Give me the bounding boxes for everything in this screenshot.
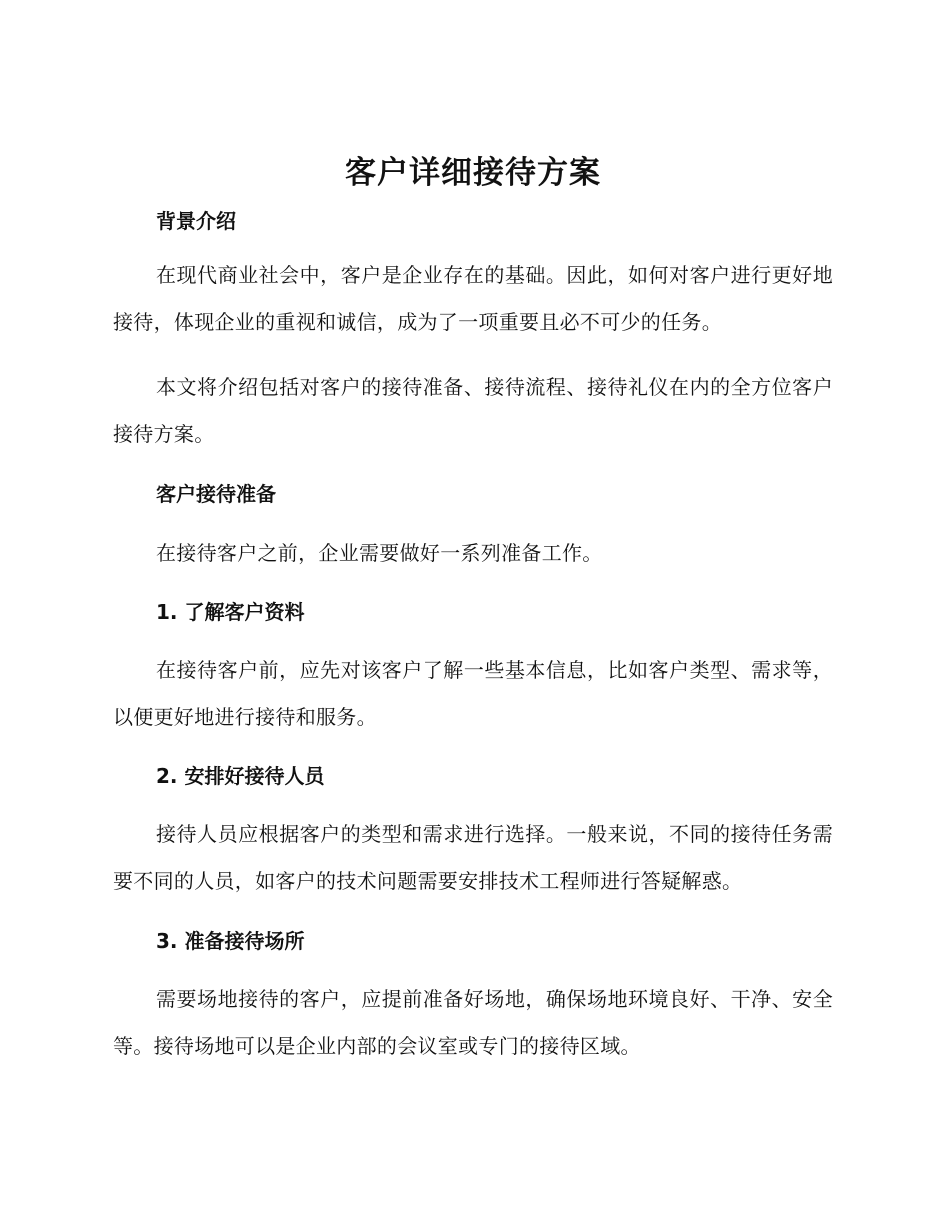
section-heading-reception-staff: 2. 安排好接待人员 [156, 764, 325, 788]
paragraph-reception-staff: 接待人员应根据客户的类型和需求进行选择。一般来说，不同的接待任务需要不同的人员，如客户的技术问题需要安排技术工程师进行答疑解惑。 [113, 822, 833, 893]
section-heading-background: 背景介绍 [156, 209, 236, 233]
paragraph-customer-info: 在接待客户前，应先对该客户了解一些基本信息，比如客户类型、需求等，以便更好地进行接待和服务。 [113, 658, 833, 729]
page-title: 客户详细接待方案 [345, 155, 601, 191]
paragraph-background-1: 在现代商业社会中，客户是企业存在的基础。因此，如何对客户进行更好地接待，体现企业的重视和诚信，成为了一项重要且必不可少的任务。 [113, 263, 833, 334]
paragraph-reception-venue: 需要场地接待的客户，应提前准备好场地，确保场地环境良好、干净、安全等。接待场地可以是企业内部的会议室或专门的接待区域。 [113, 987, 833, 1058]
paragraph-background-2: 本文将介绍包括对客户的接待准备、接待流程、接待礼仪在内的全方位客户接待方案。 [113, 375, 833, 446]
paragraph-preparation: 在接待客户之前，企业需要做好一系列准备工作。 [156, 541, 603, 565]
section-heading-preparation: 客户接待准备 [156, 482, 276, 506]
section-heading-reception-venue: 3. 准备接待场所 [156, 929, 305, 953]
document-body [113, 150, 833, 1070]
section-heading-customer-info: 1. 了解客户资料 [156, 600, 305, 624]
